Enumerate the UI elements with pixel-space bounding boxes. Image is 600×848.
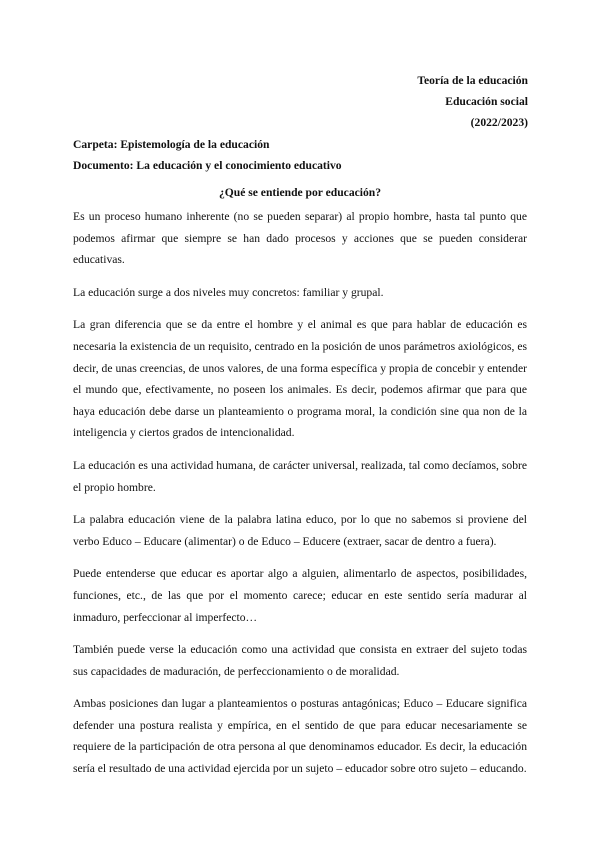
paragraph: Es un proceso humano inherente (no se pueden separar) al propio hombre, hasta tal punto que podemos afirmar que siempre se han dado procesos y acciones que se pueden considerar educativas. xyxy=(73,210,527,267)
document-meta xyxy=(73,134,342,176)
academic-year: (2022/2023) xyxy=(470,116,528,129)
paragraph: La gran diferencia que se da entre el hombre y el animal es que para hablar de educación es necesaria la existencia de un requisito, centrado en la posición de unos parámetros axiológicos, es decir, de unas creencias, de unos valores, de una forma específica y propia de concebir y entender el mundo que, efectivamente, no poseen los animales. Es decir, podemos afirmar que para que haya educación debe darse un planteamiento o programa moral, la condición sine qua non de la inteligencia y ciertos grados de intencionalidad. xyxy=(73,318,527,440)
document-header xyxy=(417,70,528,133)
paragraph: La palabra educación viene de la palabra latina educo, por lo que no sabemos si proviene del verbo Educo – Educare (alimentar) o de Educo – Educere (extraer, sacar de dentro a fuera). xyxy=(73,513,527,548)
document-label: Documento: La educación y el conocimiento educativo xyxy=(73,159,342,172)
course-name: Teoría de la educación xyxy=(417,74,528,87)
paragraph: La educación es una actividad humana, de carácter universal, realizada, tal como decíamos, sobre el propio hombre. xyxy=(73,458,527,494)
section-title: ¿Qué se entiende por educación? xyxy=(218,186,382,199)
folder-label: Carpeta: Epistemología de la educación xyxy=(73,138,270,151)
paragraph: También puede verse la educación como una actividad que consista en extraer del sujeto todas sus capacidades de maduración, de perfeccionamiento o de moralidad. xyxy=(73,643,527,678)
paragraph: Puede entenderse que educar es aportar algo a alguien, alimentarlo de aspectos, posibilidades, funciones, etc., de las que por el momento carece; educar en este sentido sería madurar al inmaduro, perfeccionar al imperfecto… xyxy=(73,567,527,624)
degree-name: Educación social xyxy=(445,95,528,108)
paragraph: La educación surge a dos niveles muy concretos: familiar y grupal. xyxy=(73,285,384,299)
document-body xyxy=(73,206,527,791)
paragraph: Ambas posiciones dan lugar a planteamientos o posturas antagónicas; Educo – Educare significa defender una postura realista y empírica, en el sentido de que para educar necesariamente se requiere de la participación de otra persona al que denominamos educador. Es decir, la educación sería el resultado de una actividad ejercida por un sujeto – educador sobre otro sujeto – educando. xyxy=(73,697,527,776)
